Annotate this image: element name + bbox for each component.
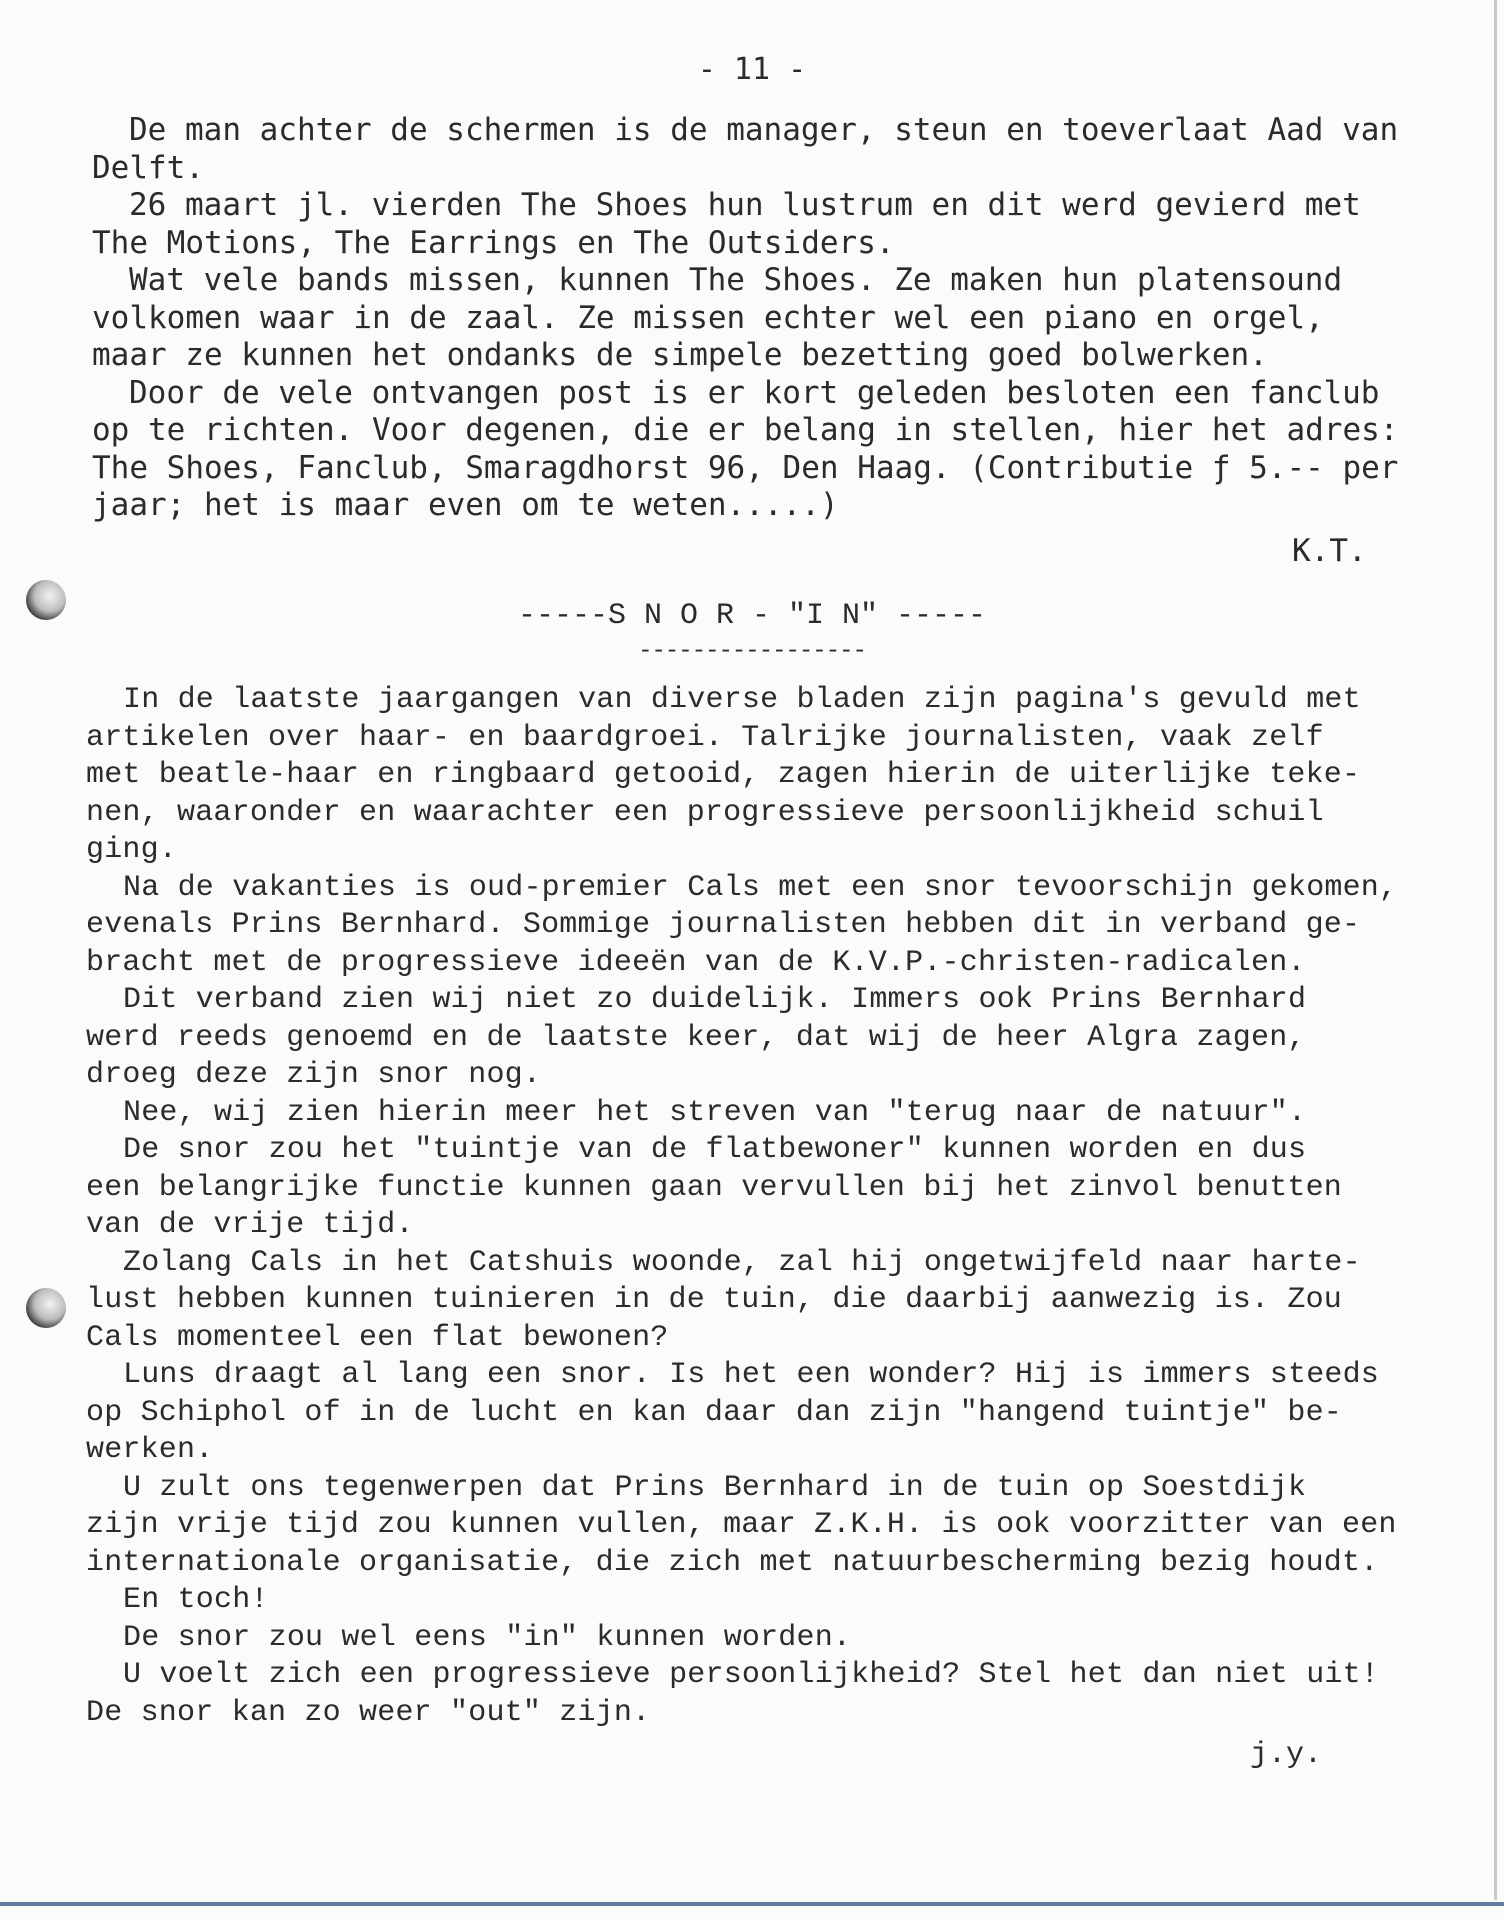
text-line: van de vrije tijd. — [86, 1208, 414, 1242]
heading-underline: ----------------- — [638, 638, 866, 665]
article-shoes-text — [92, 112, 1398, 525]
text-line: Door de vele ontvangen post is er kort geleden besloten een fanclub — [129, 374, 1380, 411]
text-line: Delft. — [92, 149, 204, 186]
text-line: Dit verband zien wij niet zo duidelijk. Immers ook Prins Bernhard — [123, 983, 1307, 1017]
text-line: met beatle-haar en ringbaard getooid, zagen hierin de uiterlijke teke- — [86, 758, 1361, 792]
text-line: op Schiphol of in de lucht en kan daar dan zijn "hangend tuintje" be- — [86, 1395, 1343, 1430]
text-line: Cals momenteel een flat bewonen? — [86, 1320, 669, 1355]
signature-kt: K.T. — [1292, 533, 1367, 569]
text-line: artikelen over haar- en baardgroei. Talrijke journalisten, vaak zelf — [86, 720, 1324, 755]
text-line: Nee, wij zien hierin meer het streven van "terug naar de natuur". — [123, 1095, 1307, 1130]
text-line: Luns draagt al lang een snor. Is het een wonder? Hij is immers steeds — [123, 1358, 1380, 1392]
punch-hole-icon — [26, 1288, 66, 1328]
text-line: Zolang Cals in het Catshuis woonde, zal hij ongetwijfeld naar harte- — [123, 1245, 1361, 1280]
text-line: 26 maart jl. vierden The Shoes hun lustrum en dit werd gevierd met — [129, 187, 1361, 223]
text-line: Wat vele bands missen, kunnen The Shoes. Ze maken hun platensound — [129, 262, 1343, 298]
signature-jy: j.y. — [1250, 1738, 1323, 1772]
text-line: The Shoes, Fanclub, Smaragdhorst 96, Den Haag. (Contributie ƒ 5.-- per — [92, 449, 1399, 486]
text-line: werd reeds genoemd en de laatste keer, dat wij de heer Algra zagen, — [86, 1020, 1306, 1055]
text-line: U voelt zich een progressieve persoonlijkheid? Stel het dan niet uit! — [123, 1658, 1380, 1692]
page-number: - 11 - — [697, 52, 807, 87]
text-line: evenals Prins Bernhard. Sommige journalisten hebben dit in verband ge- — [86, 908, 1361, 942]
text-line: Na de vakanties is oud-premier Cals met een snor tevoorschijn gekomen, — [123, 870, 1398, 905]
article-heading-snor-in: -----S N O R - "I N" ----- — [517, 599, 987, 633]
text-line: The Motions, The Earrings en The Outsiders. — [92, 224, 895, 261]
text-line: maar ze kunnen het ondanks de simpele bezetting goed bolwerken. — [92, 337, 1268, 373]
text-line: droeg deze zijn snor nog. — [86, 1058, 542, 1092]
text-line: De snor zou het "tuintje van de flatbewoner" kunnen worden en dus — [123, 1133, 1307, 1167]
text-line: volkomen waar in de zaal. Ze missen echter wel een piano en orgel, — [92, 299, 1324, 336]
text-line: zijn vrije tijd zou kunnen vullen, maar Z.K.H. is ook voorzitter van een — [86, 1508, 1397, 1542]
text-line: De snor kan zo weer "out" zijn. — [86, 1695, 651, 1730]
text-line: jaar; het is maar even om te weten.....) — [92, 487, 839, 523]
text-line: lust hebben kunnen tuinieren in de tuin, die daarbij aanwezig is. Zou — [86, 1283, 1343, 1317]
text-line: nen, waaronder en waarachter een progressieve persoonlijkheid schuil — [86, 795, 1324, 830]
text-line: bracht met de progressieve ideeën van de K.V.P.-christen-radicalen. — [86, 945, 1306, 980]
text-line: een belangrijke functie kunnen gaan vervullen bij het zinvol benutten — [86, 1170, 1343, 1205]
text-line: De man achter de schermen is de manager, steun en toeverlaat Aad van — [129, 112, 1399, 148]
page-edge-right — [1494, 0, 1497, 1900]
text-line: internationale organisatie, die zich met natuurbescherming bezig houdt. — [86, 1545, 1379, 1580]
text-line: En toch! — [123, 1583, 269, 1617]
text-line: op te richten. Voor degenen, die er belang in stellen, hier het adres: — [92, 412, 1399, 448]
page-edge-bottom — [0, 1902, 1504, 1906]
text-line: ging. — [86, 833, 178, 867]
text-line: In de laatste jaargangen van diverse bladen zijn pagina's gevuld met — [123, 683, 1361, 717]
text-line: U zult ons tegenwerpen dat Prins Bernhard in de tuin op Soestdijk — [123, 1470, 1307, 1505]
article-snor-text — [86, 682, 1397, 1732]
text-line: werken. — [86, 1433, 214, 1467]
text-line: De snor zou wel eens "in" kunnen worden. — [123, 1620, 852, 1655]
